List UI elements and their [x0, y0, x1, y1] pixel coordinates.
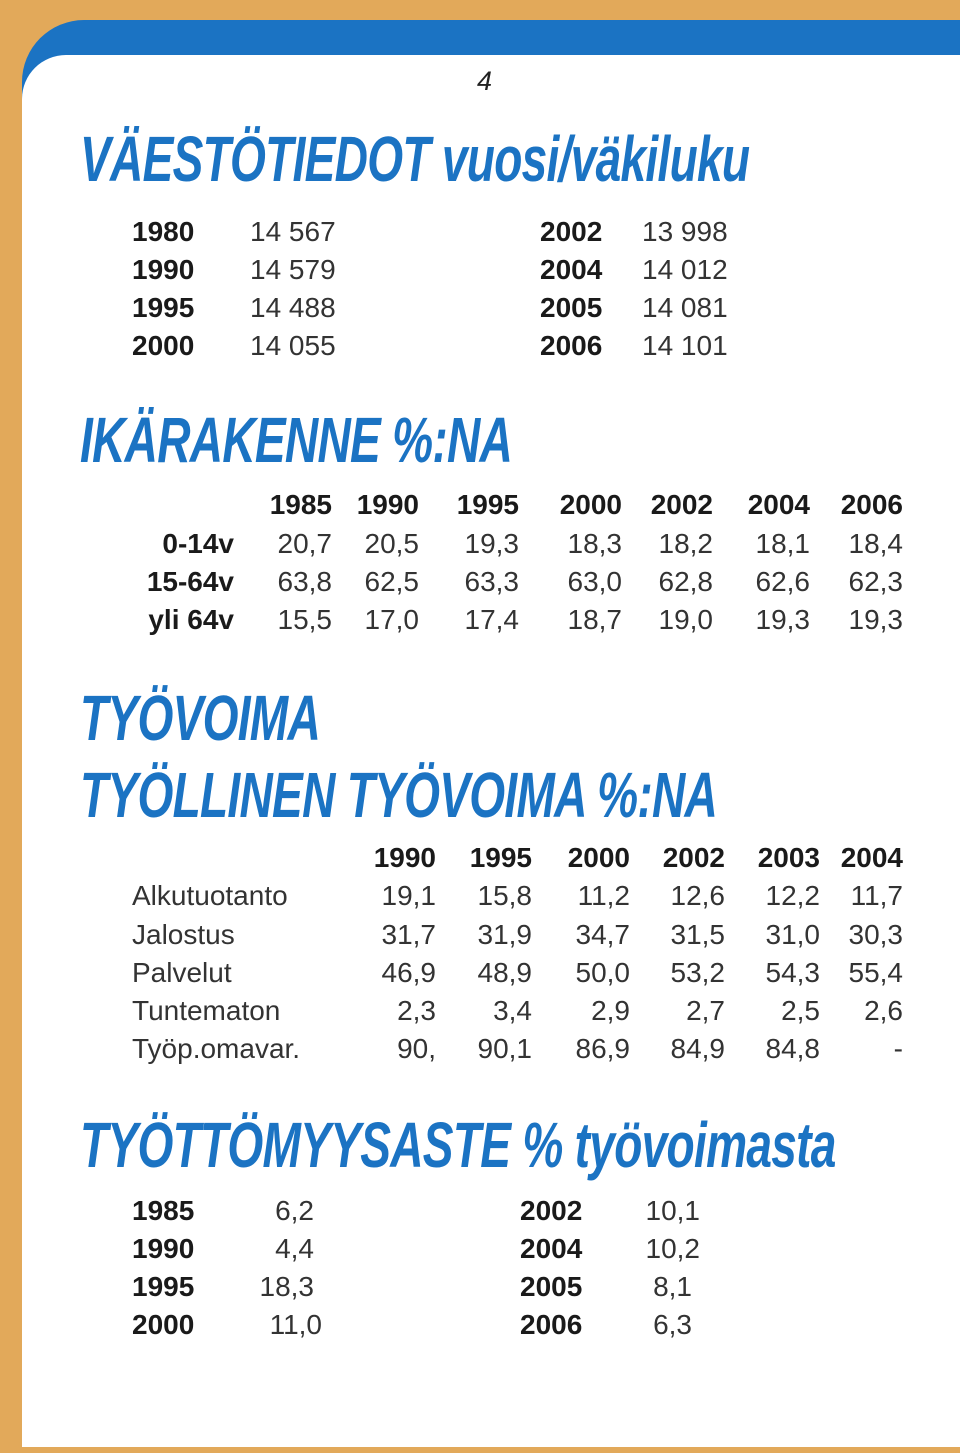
- employed-row-label: Palvelut: [132, 957, 232, 988]
- unemployment-year: 2005: [520, 1271, 583, 1302]
- unemployment-year: 2004: [520, 1233, 583, 1264]
- population-value: 14 101: [642, 330, 728, 361]
- age-row-label: yli 64v: [148, 604, 234, 635]
- population-heading: VÄESTÖTIEDOT vuosi/väkiluku: [80, 123, 750, 195]
- age-cell: 18,3: [567, 528, 622, 559]
- age-cell: 19,0: [658, 604, 713, 635]
- employed-cell: 46,9: [381, 957, 436, 988]
- employed-cell: 86,9: [575, 1033, 630, 1064]
- population-year: 1990: [132, 254, 195, 285]
- age-cell: 18,7: [567, 604, 622, 635]
- population-value: 14 012: [642, 254, 728, 285]
- employed-cell: -: [893, 1033, 903, 1064]
- employed-cell: 15,8: [477, 880, 532, 911]
- unemployment-value: 6,2: [275, 1195, 314, 1226]
- population-value: 14 579: [250, 254, 336, 285]
- employed-cell: 90,1: [477, 1033, 532, 1064]
- population-year: 2005: [540, 292, 603, 323]
- employed-row-label: Jalostus: [132, 919, 235, 950]
- age-cell: 18,1: [755, 528, 810, 559]
- age-year-header: 2002: [650, 489, 713, 520]
- age-structure-heading: IKÄRAKENNE %:NA: [80, 404, 513, 476]
- age-year-header: 1995: [456, 489, 519, 520]
- unemployment-value: 18,3: [259, 1271, 314, 1302]
- employed-cell: 2,6: [864, 995, 903, 1026]
- age-cell: 18,2: [658, 528, 713, 559]
- population-year: 1980: [132, 216, 195, 247]
- employed-cell: 31,5: [670, 919, 725, 950]
- population-value: 14 081: [642, 292, 728, 323]
- unemployment-year: 1990: [132, 1233, 195, 1264]
- unemployment-year: 2000: [132, 1309, 195, 1340]
- employed-cell: 31,9: [477, 919, 532, 950]
- age-cell: 62,8: [658, 566, 713, 597]
- employed-year-header: 2002: [662, 842, 725, 873]
- unemployment-year: 1995: [132, 1271, 195, 1302]
- population-value: 14 488: [250, 292, 336, 323]
- age-cell: 20,7: [277, 528, 332, 559]
- age-cell: 20,5: [364, 528, 419, 559]
- employed-cell: 90,: [397, 1033, 436, 1064]
- age-cell: 63,3: [464, 566, 519, 597]
- population-year: 2002: [540, 216, 603, 247]
- employed-year-header: 2004: [840, 842, 903, 873]
- employed-cell: 48,9: [477, 957, 532, 988]
- age-row-label: 15-64v: [146, 566, 234, 597]
- employed-year-header: 1990: [373, 842, 436, 873]
- age-cell: 15,5: [277, 604, 332, 635]
- age-cell: 63,8: [277, 566, 332, 597]
- employed-year-header: 1995: [469, 842, 532, 873]
- age-year-header: 1985: [269, 489, 332, 520]
- age-cell: 63,0: [567, 566, 622, 597]
- employed-year-header: 2003: [757, 842, 820, 873]
- employed-year-header: 2000: [567, 842, 630, 873]
- employed-row-label: Tuntematon: [132, 995, 281, 1026]
- population-year: 2006: [540, 330, 603, 361]
- age-cell: 18,4: [848, 528, 903, 559]
- employed-cell: 55,4: [848, 957, 903, 988]
- population-year: 2000: [132, 330, 195, 361]
- employed-cell: 2,7: [686, 995, 725, 1026]
- employed-cell: 30,3: [848, 919, 903, 950]
- age-cell: 19,3: [464, 528, 519, 559]
- employed-row-label: Työp.omavar.: [132, 1033, 301, 1064]
- population-value: 14 055: [250, 330, 336, 361]
- population-year: 1995: [132, 292, 195, 323]
- unemployment-value: 11,0: [269, 1309, 322, 1340]
- population-year: 2004: [540, 254, 603, 285]
- unemployment-value: 6,3: [653, 1309, 692, 1340]
- labour-force-heading: TYÖVOIMA: [80, 682, 321, 754]
- unemployment-value: 10,2: [645, 1233, 700, 1264]
- employed-cell: 11,7: [850, 880, 903, 911]
- employed-cell: 34,7: [575, 919, 630, 950]
- employed-cell: 50,0: [575, 957, 630, 988]
- unemployment-value: 4,4: [275, 1233, 314, 1264]
- page-number: 4: [477, 66, 493, 96]
- age-row-label: 0-14v: [162, 528, 234, 559]
- employed-cell: 84,8: [765, 1033, 820, 1064]
- age-cell: 62,5: [364, 566, 419, 597]
- employed-cell: 19,1: [381, 880, 436, 911]
- unemployment-year: 2006: [520, 1309, 583, 1340]
- employed-cell: 12,2: [765, 880, 820, 911]
- employed-cell: 12,6: [670, 880, 725, 911]
- age-year-header: 2006: [840, 489, 903, 520]
- employed-cell: 84,9: [670, 1033, 725, 1064]
- employed-cell: 54,3: [765, 957, 820, 988]
- employed-heading: TYÖLLINEN TYÖVOIMA %:NA: [80, 759, 718, 831]
- employed-cell: 53,2: [670, 957, 725, 988]
- employed-row-label: Alkutuotanto: [132, 880, 288, 911]
- age-cell: 19,3: [848, 604, 903, 635]
- population-value: 14 567: [250, 216, 336, 247]
- employed-cell: 31,0: [765, 919, 820, 950]
- employed-cell: 11,2: [577, 880, 630, 911]
- age-cell: 17,0: [364, 604, 419, 635]
- unemployment-year: 1985: [132, 1195, 195, 1226]
- age-cell: 17,4: [464, 604, 519, 635]
- age-year-header: 2000: [559, 489, 622, 520]
- employed-cell: 2,5: [781, 995, 820, 1026]
- employed-cell: 2,9: [591, 995, 630, 1026]
- unemployment-value: 8,1: [653, 1271, 692, 1302]
- unemployment-heading: TYÖTTÖMYYSASTE % työvoimasta: [80, 1109, 836, 1181]
- age-cell: 62,6: [755, 566, 810, 597]
- unemployment-value: 10,1: [645, 1195, 700, 1226]
- employed-cell: 31,7: [381, 919, 436, 950]
- employed-cell: 3,4: [493, 995, 532, 1026]
- age-year-header: 1990: [356, 489, 419, 520]
- age-cell: 19,3: [755, 604, 810, 635]
- population-value: 13 998: [642, 216, 728, 247]
- age-cell: 62,3: [848, 566, 903, 597]
- employed-cell: 2,3: [397, 995, 436, 1026]
- age-year-header: 2004: [747, 489, 810, 520]
- unemployment-year: 2002: [520, 1195, 583, 1226]
